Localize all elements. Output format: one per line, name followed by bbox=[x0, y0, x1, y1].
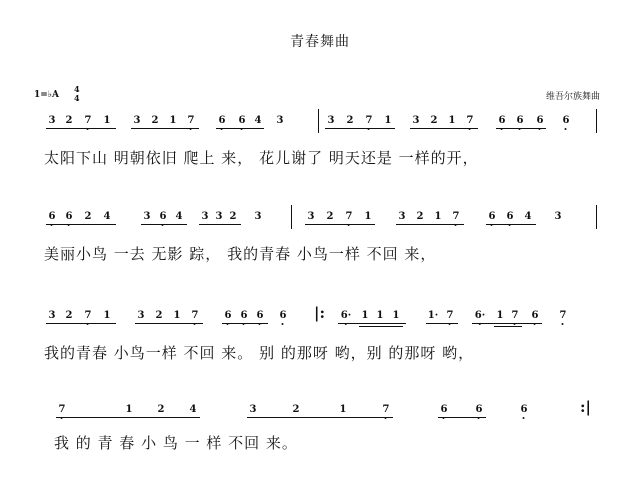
note: 6 bbox=[224, 310, 232, 321]
note: 2 bbox=[326, 211, 334, 222]
score-title: 青春舞曲 bbox=[290, 34, 350, 50]
note: 6 bbox=[562, 115, 570, 126]
beam bbox=[199, 224, 241, 225]
note: 4 bbox=[175, 211, 183, 222]
beam bbox=[46, 323, 116, 324]
note: 3 bbox=[48, 310, 56, 321]
beam bbox=[247, 417, 393, 418]
note: 3 bbox=[276, 115, 284, 126]
note: 1 bbox=[364, 211, 372, 222]
note: 3 bbox=[48, 115, 56, 126]
note: 7 bbox=[191, 310, 199, 321]
key-signature: 1=♭A bbox=[34, 90, 60, 100]
note: 6 bbox=[159, 211, 167, 222]
repeat-end-sign: :| bbox=[580, 398, 591, 416]
note: 6 bbox=[516, 115, 524, 126]
note: 7 bbox=[365, 115, 373, 126]
note: 4 bbox=[254, 115, 262, 126]
beam bbox=[438, 417, 486, 418]
beam bbox=[56, 417, 200, 418]
note: 7 bbox=[452, 211, 460, 222]
note: 7 bbox=[84, 115, 92, 126]
note: 3 bbox=[249, 404, 257, 415]
beam bbox=[486, 224, 536, 225]
note: 1 bbox=[361, 310, 369, 321]
note: 1· bbox=[427, 310, 439, 321]
note: 2 bbox=[84, 211, 92, 222]
note: 3 bbox=[143, 211, 151, 222]
note: 3 bbox=[133, 115, 141, 126]
bar-line bbox=[596, 205, 597, 229]
note: 6 bbox=[475, 404, 483, 415]
note: 1 bbox=[169, 115, 177, 126]
beam bbox=[410, 128, 478, 129]
note: 1 bbox=[103, 310, 111, 321]
time-signature bbox=[74, 85, 80, 103]
note: 2 bbox=[416, 211, 424, 222]
note: 3 bbox=[412, 115, 420, 126]
note: 7 bbox=[84, 310, 92, 321]
note: 6 bbox=[240, 310, 248, 321]
note: 3 bbox=[254, 211, 262, 222]
note: 2 bbox=[346, 115, 354, 126]
composer-credit: 维吾尔族舞曲 bbox=[545, 92, 600, 102]
beam bbox=[359, 326, 403, 327]
note: 2 bbox=[151, 115, 159, 126]
note: 7 bbox=[187, 115, 195, 126]
note: 1 bbox=[434, 211, 442, 222]
lyric-line: 我 的 青 春 小 鸟 一 样 不回 来。 bbox=[54, 434, 298, 452]
note: 2 bbox=[157, 404, 165, 415]
lyric-line: 美丽小鸟 一去 无影 踪， 我的青春 小鸟一样 不回 来， bbox=[44, 245, 437, 263]
note: 6 bbox=[506, 211, 514, 222]
beam bbox=[325, 128, 395, 129]
note: 1 bbox=[103, 115, 111, 126]
note: 7 bbox=[466, 115, 474, 126]
note: 7 bbox=[58, 404, 66, 415]
lyric-line: 太阳下山 明朝依旧 爬上 来， 花儿谢了 明天还是 一样的开， bbox=[44, 149, 479, 167]
note: 6 bbox=[65, 211, 73, 222]
note: 3 bbox=[201, 211, 209, 222]
note: 2 bbox=[155, 310, 163, 321]
note: 1 bbox=[448, 115, 456, 126]
note: 7 bbox=[511, 310, 519, 321]
note: 3 bbox=[215, 211, 223, 222]
note: 4 bbox=[103, 211, 111, 222]
beam bbox=[338, 323, 406, 324]
note: 3 bbox=[137, 310, 145, 321]
note: 6· bbox=[340, 310, 352, 321]
note: 4 bbox=[189, 404, 197, 415]
note: 6 bbox=[531, 310, 539, 321]
beam bbox=[222, 323, 268, 324]
beam bbox=[131, 128, 199, 129]
note: 6 bbox=[48, 211, 56, 222]
note: 6 bbox=[440, 404, 448, 415]
note: 3 bbox=[398, 211, 406, 222]
beam bbox=[496, 128, 546, 129]
note: 2 bbox=[65, 115, 73, 126]
time-signature-bottom: 4 bbox=[74, 93, 80, 103]
lyric-line: 我的青春 小鸟一样 不回 来。 别 的那呀 哟，别 的那呀 哟， bbox=[44, 344, 475, 362]
note: 2 bbox=[292, 404, 300, 415]
note: 1 bbox=[376, 310, 384, 321]
note: 6 bbox=[238, 115, 246, 126]
beam bbox=[494, 326, 522, 327]
note: 6· bbox=[474, 310, 486, 321]
note: 1 bbox=[496, 310, 504, 321]
beam bbox=[135, 323, 203, 324]
note: 1 bbox=[125, 404, 133, 415]
note: 6 bbox=[520, 404, 528, 415]
note: 7 bbox=[382, 404, 390, 415]
time-signature-top: 4 bbox=[74, 84, 80, 94]
note: 6 bbox=[256, 310, 264, 321]
note: 3 bbox=[554, 211, 562, 222]
note: 3 bbox=[327, 115, 335, 126]
note: 6 bbox=[488, 211, 496, 222]
beam bbox=[216, 128, 264, 129]
bar-line bbox=[596, 109, 597, 133]
note: 1 bbox=[392, 310, 400, 321]
beam bbox=[426, 323, 458, 324]
note: 6 bbox=[218, 115, 226, 126]
note: 7 bbox=[559, 310, 567, 321]
note: 7 bbox=[345, 211, 353, 222]
note: 1 bbox=[173, 310, 181, 321]
beam bbox=[472, 323, 542, 324]
bar-line bbox=[291, 205, 292, 229]
note: 2 bbox=[430, 115, 438, 126]
note: 1 bbox=[384, 115, 392, 126]
beam bbox=[46, 128, 116, 129]
beam bbox=[396, 224, 464, 225]
note: 6 bbox=[279, 310, 287, 321]
note: 1 bbox=[339, 404, 347, 415]
beam bbox=[141, 224, 187, 225]
note: 6 bbox=[536, 115, 544, 126]
note: 4 bbox=[524, 211, 532, 222]
note: 2 bbox=[65, 310, 73, 321]
note: 2 bbox=[229, 211, 237, 222]
beam bbox=[305, 224, 375, 225]
note: 3 bbox=[307, 211, 315, 222]
bar-line bbox=[318, 109, 319, 133]
beam bbox=[46, 224, 116, 225]
note: 7 bbox=[446, 310, 454, 321]
note: 6 bbox=[498, 115, 506, 126]
repeat-start-sign: |: bbox=[314, 304, 325, 322]
